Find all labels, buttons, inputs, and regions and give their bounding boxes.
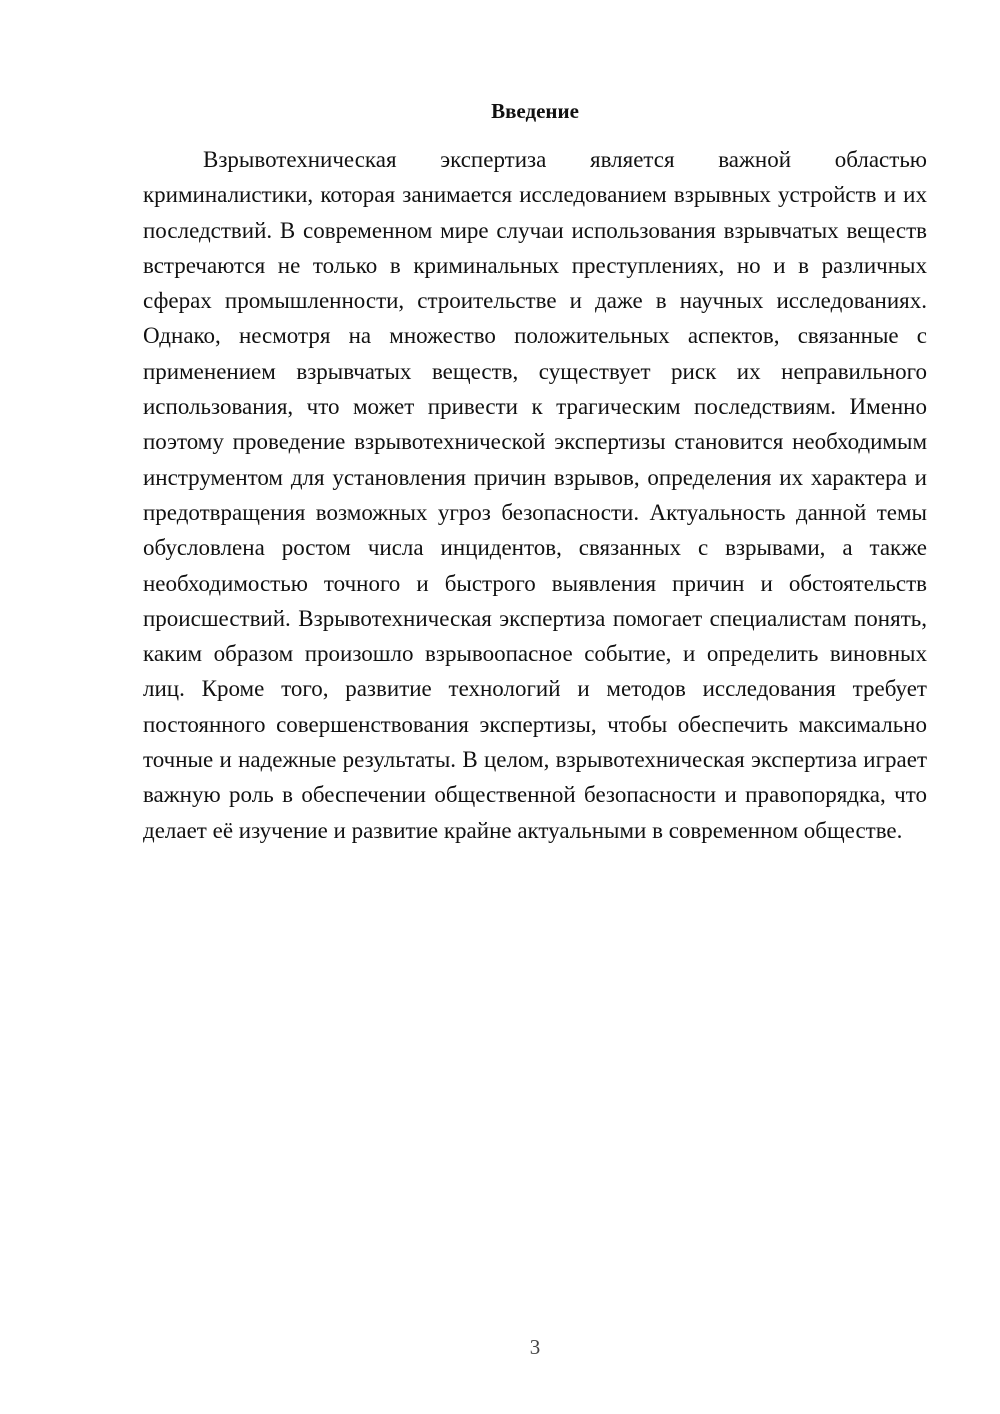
body-paragraph: Взрывотехническая экспертиза является важной областью криминалистики, которая занимается исследованием взрывных устройств и их последствий. В современном мире случаи использования взрывчатых веществ встречаются не только в криминальных преступлениях, но и в различных сферах промышленности, строительстве и даже в научных исследованиях. Однако, несмотря на множество положительных аспектов, связанные с применением взрывчатых веществ, существует риск их неправильного использования, что может привести к трагическим последствиям. Именно поэтому проведение взрывотехнической экспертизы становится необходимым инструментом для установления причин взрывов, определения их характера и предотвращения возможных угроз безопасности. Актуальность данной темы обусловлена ростом числа инцидентов, связанных с взрывами, а также необходимостью точного и быстрого выявления причин и обстоятельств происшествий. Взрывотехническая экспертиза помогает специалистам понять, каким образом произошло взрывоопасное событие, и определить виновных лиц. Кроме того, развитие технологий и методов исследования требует постоянного совершенствования экспертизы, чтобы обеспечить максимально точные и надежные результаты. В целом, взрывотехническая экспертиза играет важную роль в обеспечении общественной безопасности и правопорядка, что делает её изучение и развитие крайне актуальными в современном обществе. — [143, 147, 927, 843]
page-number: 3 — [529, 1335, 541, 1359]
section-title: Введение — [491, 99, 579, 123]
